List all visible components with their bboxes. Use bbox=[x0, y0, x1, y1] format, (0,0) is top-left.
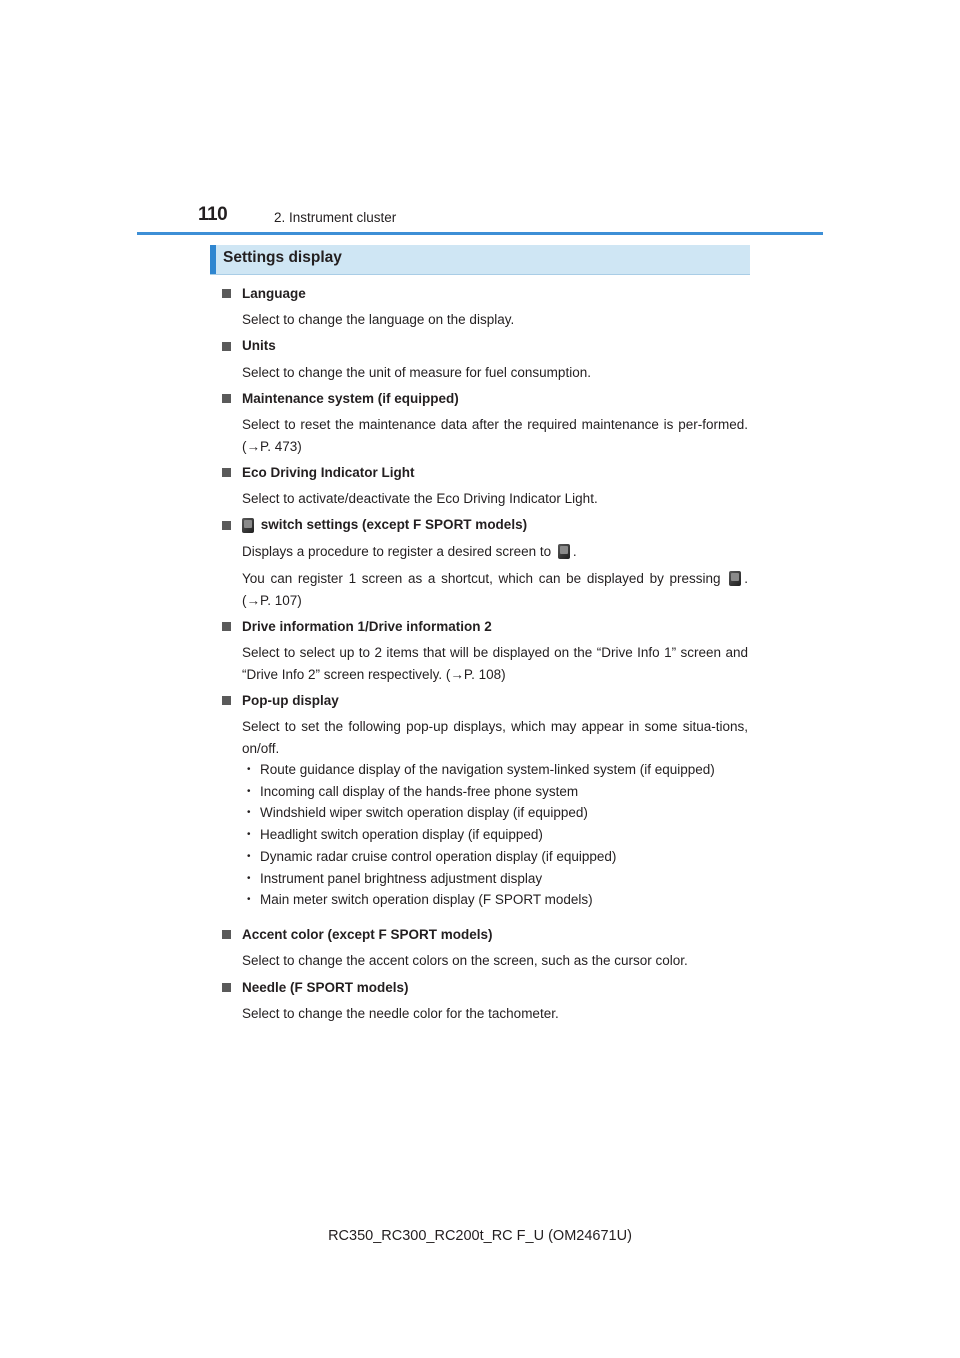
item-accent-color bbox=[222, 924, 748, 972]
list-item: • Dynamic radar cruise control operation display (if equipped) bbox=[242, 846, 748, 868]
item-description: Select to set the following pop-up displays, which may appear in some situa-tions, on/off. bbox=[242, 719, 748, 756]
item-popup-display bbox=[222, 690, 748, 911]
popup-bullet-list bbox=[242, 759, 748, 911]
item-heading: Units bbox=[242, 338, 276, 354]
item-heading: Eco Driving Indicator Light bbox=[242, 464, 415, 480]
item-description: Select to change the unit of measure for fuel consumption. bbox=[242, 364, 591, 380]
item-description: Select to change the language on the display. bbox=[242, 312, 515, 327]
description-text: . (→P. 107) bbox=[242, 571, 748, 608]
list-item: • Windshield wiper switch operation display (if equipped) bbox=[242, 802, 748, 824]
phone-switch-icon bbox=[242, 518, 254, 533]
section-header bbox=[210, 245, 750, 275]
item-switch-settings bbox=[222, 515, 748, 612]
item-eco-driving bbox=[222, 462, 748, 510]
square-bullet-icon bbox=[222, 983, 231, 992]
list-item: • Main meter switch operation display (F SPORT models) bbox=[242, 889, 748, 911]
phone-switch-icon bbox=[729, 571, 741, 586]
item-heading: Drive information 1/Drive information 2 bbox=[242, 618, 492, 634]
item-needle bbox=[222, 977, 748, 1025]
item-units bbox=[222, 336, 748, 384]
item-description: Select to change the needle color for the tachometer. bbox=[242, 1005, 559, 1021]
chapter-title: 2. Instrument cluster bbox=[274, 210, 397, 225]
square-bullet-icon bbox=[222, 521, 231, 530]
page-number: 110 bbox=[198, 204, 228, 225]
footer-model-code: RC350_RC300_RC200t_RC F_U (OM24671U) bbox=[328, 1228, 632, 1244]
item-heading: Accent color (except F SPORT models) bbox=[242, 927, 493, 943]
description-text: . bbox=[572, 543, 577, 559]
item-maintenance bbox=[222, 388, 748, 457]
phone-switch-icon bbox=[558, 544, 570, 559]
item-description bbox=[242, 541, 748, 563]
list-item: • Headlight switch operation display (if equipped) bbox=[242, 824, 748, 846]
item-description bbox=[242, 568, 748, 611]
square-bullet-icon bbox=[222, 468, 231, 477]
header-rule bbox=[137, 232, 823, 235]
item-language bbox=[222, 283, 748, 331]
item-heading: switch settings (except F SPORT models) bbox=[260, 517, 528, 533]
item-drive-information bbox=[222, 616, 748, 685]
square-bullet-icon bbox=[222, 930, 231, 939]
section-title: Settings display bbox=[223, 249, 342, 266]
square-bullet-icon bbox=[222, 342, 231, 351]
square-bullet-icon bbox=[222, 696, 231, 705]
square-bullet-icon bbox=[222, 394, 231, 403]
description-text: Displays a procedure to register a desired screen to bbox=[242, 543, 552, 559]
description-text: You can register 1 screen as a shortcut, which can be displayed by pressing bbox=[242, 571, 721, 586]
section-accent-bar bbox=[210, 245, 216, 274]
item-heading: Needle (F SPORT models) bbox=[242, 979, 409, 995]
square-bullet-icon bbox=[222, 289, 231, 298]
item-description: Select to change the accent colors on the screen, such as the cursor color. bbox=[242, 953, 688, 969]
item-description: Select to activate/deactivate the Eco Driving Indicator Light. bbox=[242, 491, 598, 506]
item-description: Select to reset the maintenance data after the required maintenance is per-formed. (→P. 473) bbox=[242, 417, 748, 454]
item-heading: Language bbox=[242, 285, 306, 301]
settings-list bbox=[222, 283, 748, 1029]
list-item: • Route guidance display of the navigation system-linked system (if equipped) bbox=[242, 759, 748, 781]
list-item: • Instrument panel brightness adjustment display bbox=[242, 868, 748, 890]
item-description: Select to select up to 2 items that will be displayed on the “Drive Info 1” screen and “Drive Info 2” screen respectively. (→P. 108) bbox=[242, 645, 748, 682]
item-heading: Pop-up display bbox=[242, 692, 339, 708]
item-heading: Maintenance system (if equipped) bbox=[242, 390, 459, 406]
square-bullet-icon bbox=[222, 622, 231, 631]
list-item: • Incoming call display of the hands-free phone system bbox=[242, 781, 748, 803]
